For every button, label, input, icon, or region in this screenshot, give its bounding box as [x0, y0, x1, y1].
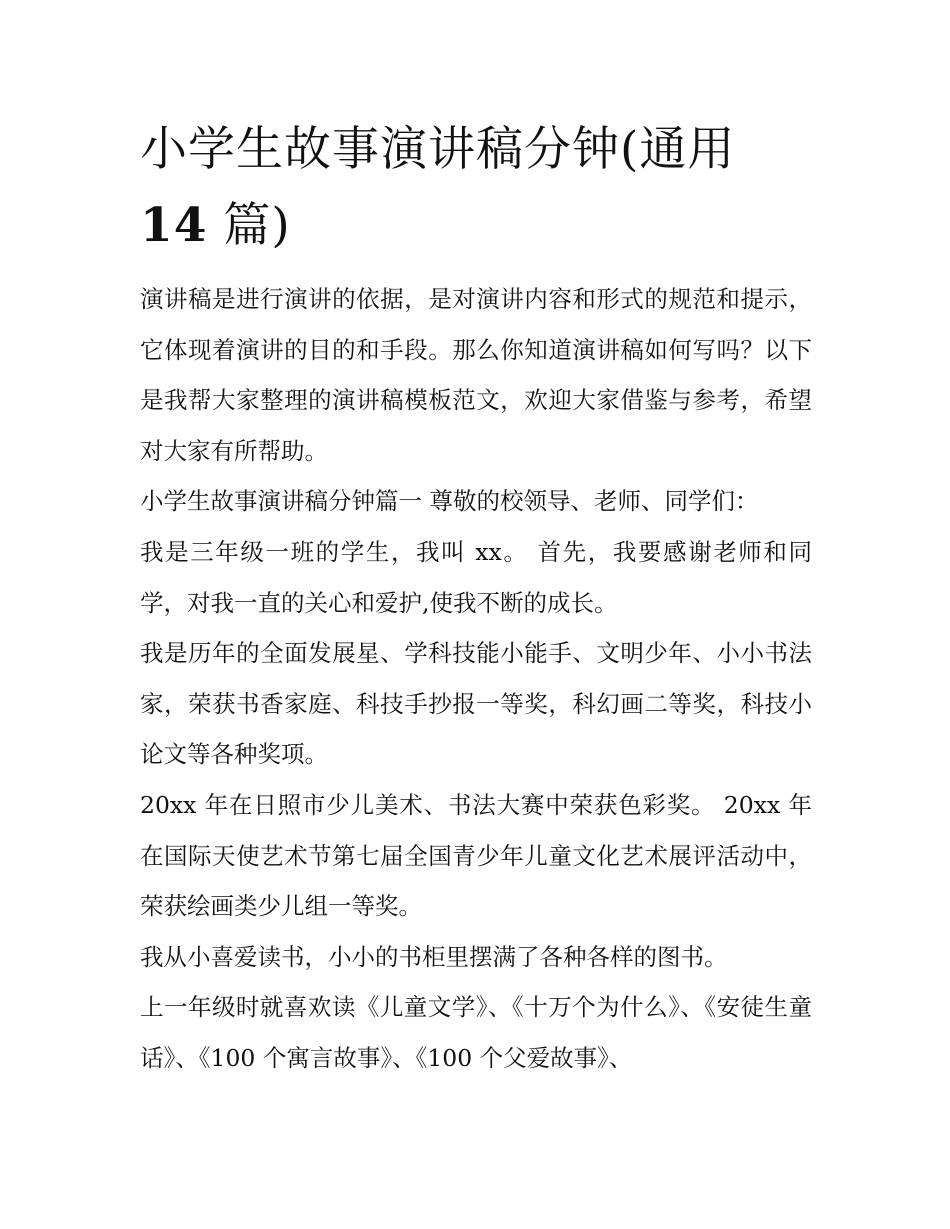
- intro-paragraph: 演讲稿是进行演讲的依据，是对演讲内容和形式的规范和提示，它体现着演讲的目的和手段。那么你知道演讲稿如何写吗？以下是我帮大家整理的演讲稿模板范文，欢迎大家借鉴与参考，希望对大家有所帮助。: [140, 285, 812, 465]
- title-line-2: 篇): [207, 198, 291, 253]
- speech-heading-paragraph: 小学生故事演讲稿分钟篇一 尊敬的校领导、老师、同学们：: [140, 487, 759, 516]
- body-paragraph: 上一年级时就喜欢读《儿童文学》、《十万个为什么》、《安徒生童话》、《100 个寓言故事》、《100 个父爱故事》、: [140, 993, 812, 1072]
- title-number: 14: [140, 198, 208, 253]
- body-paragraph: 20xx 年在日照市少儿美术、书法大赛中荣获色彩奖。 20xx 年在国际天使艺术节第七届全国青少年儿童文化艺术展评活动中，荣获绘画类少儿组一等奖。: [140, 790, 812, 921]
- body-paragraph: 我是三年级一班的学生，我叫 xx。 首先，我要感谢老师和同学，对我一直的关心和爱护,使我不断的成长。: [140, 537, 812, 617]
- document-content: [140, 112, 812, 1084]
- title-line-1: 小学生故事演讲稿分钟(通用: [140, 122, 736, 177]
- document-title: [140, 112, 812, 264]
- body-paragraph: 我是历年的全面发展星、学科技能小能手、文明少年、小小书法家，荣获书香家庭、科技手抄报一等奖，科幻画二等奖，科技小论文等各种奖项。: [140, 639, 812, 769]
- body-paragraph: 我从小喜爱读书，小小的书柜里摆满了各种各样的图书。: [140, 942, 728, 971]
